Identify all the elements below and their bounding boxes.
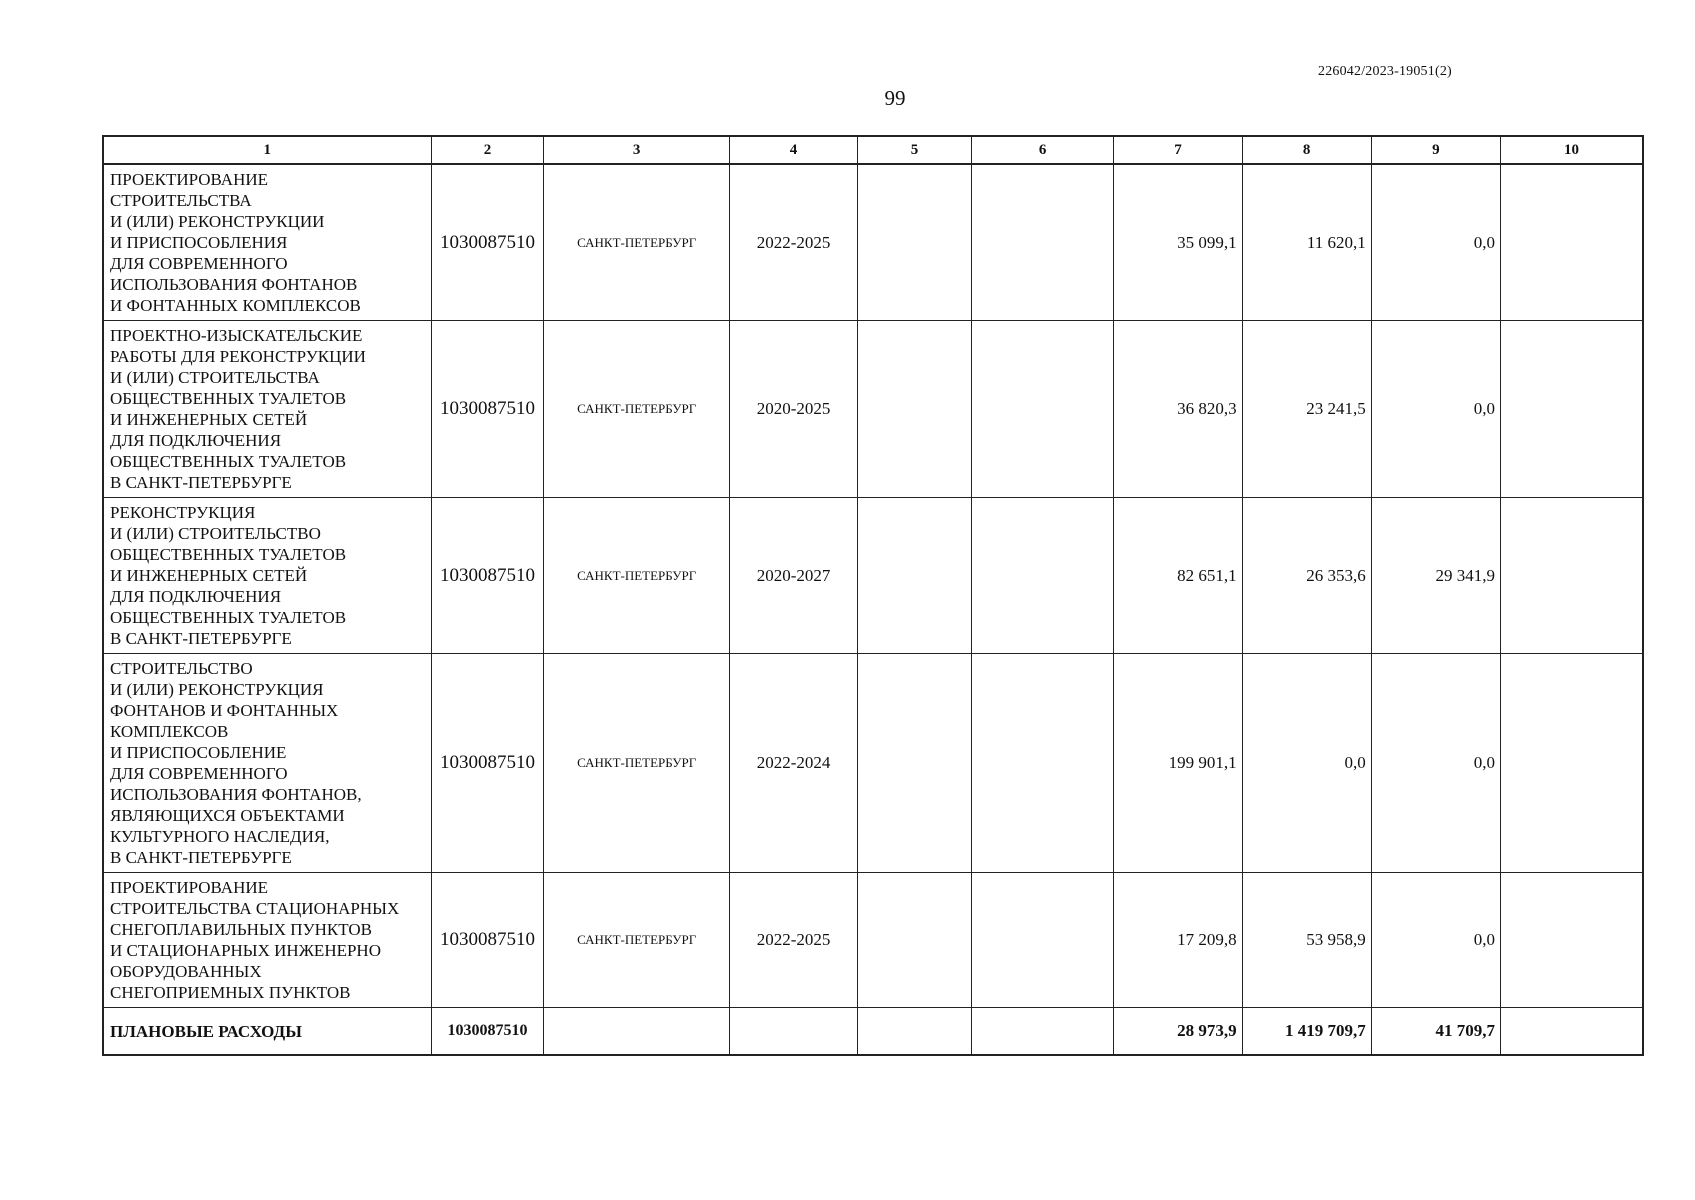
- item-name-line: И ИНЖЕНЕРНЫХ СЕТЕЙ: [110, 410, 308, 429]
- item-name-line: ПРОЕКТИРОВАНИЕ: [110, 170, 269, 189]
- amount: 36 820,3: [1114, 321, 1242, 498]
- amount: 26 353,6: [1242, 498, 1371, 654]
- item-name-line: ИСПОЛЬЗОВАНИЯ ФОНТАНОВ: [110, 275, 358, 294]
- amount: 0,0: [1371, 164, 1500, 321]
- amount: 11 620,1: [1242, 164, 1371, 321]
- period: 2020-2027: [729, 498, 857, 654]
- total-cell: [858, 1008, 972, 1056]
- cell: [971, 873, 1114, 1008]
- item-name-line: ОБОРУДОВАННЫХ: [110, 962, 262, 981]
- cell: [1500, 873, 1643, 1008]
- budget-code: 1030087510: [431, 654, 544, 873]
- location: САНКТ-ПЕТЕРБУРГ: [544, 873, 730, 1008]
- item-name-line: И ИНЖЕНЕРНЫХ СЕТЕЙ: [110, 566, 308, 585]
- cell: [858, 164, 972, 321]
- total-cell: 1 419 709,7: [1242, 1008, 1371, 1056]
- period: 2022-2024: [729, 654, 857, 873]
- amount: 23 241,5: [1242, 321, 1371, 498]
- column-number: 1: [103, 136, 431, 164]
- item-name-line: И ПРИСПОСОБЛЕНИЯ: [110, 233, 288, 252]
- item-name-line: И ПРИСПОСОБЛЕНИЕ: [110, 743, 287, 762]
- item-name-line: И (ИЛИ) СТРОИТЕЛЬСТВО: [110, 524, 321, 543]
- budget-code: 1030087510: [431, 498, 544, 654]
- cell: [1500, 498, 1643, 654]
- cell: [971, 498, 1114, 654]
- item-name-line: ОБЩЕСТВЕННЫХ ТУАЛЕТОВ: [110, 452, 347, 471]
- column-number: 5: [858, 136, 972, 164]
- amount: 29 341,9: [1371, 498, 1500, 654]
- amount: 35 099,1: [1114, 164, 1242, 321]
- amount: 199 901,1: [1114, 654, 1242, 873]
- item-name-line: И (ИЛИ) РЕКОНСТРУКЦИЯ: [110, 680, 324, 699]
- item-name-line: В САНКТ-ПЕТЕРБУРГЕ: [110, 848, 292, 867]
- total-cell: 28 973,9: [1114, 1008, 1242, 1056]
- item-name-line: ЯВЛЯЮЩИХСЯ ОБЪЕКТАМИ: [110, 806, 345, 825]
- item-name-line: СТРОИТЕЛЬСТВО: [110, 659, 253, 678]
- item-name-line: И ФОНТАННЫХ КОМПЛЕКСОВ: [110, 296, 361, 315]
- column-number: 2: [431, 136, 544, 164]
- column-number-row: [103, 136, 1643, 164]
- period: 2020-2025: [729, 321, 857, 498]
- item-name-line: ОБЩЕСТВЕННЫХ ТУАЛЕТОВ: [110, 608, 347, 627]
- cell: [1500, 164, 1643, 321]
- item-name-line: РЕКОНСТРУКЦИЯ: [110, 503, 256, 522]
- expenses-table: [102, 135, 1644, 1056]
- cell: [971, 654, 1114, 873]
- period: 2022-2025: [729, 873, 857, 1008]
- column-number: 9: [1371, 136, 1500, 164]
- item-name-line: ИСПОЛЬЗОВАНИЯ ФОНТАНОВ,: [110, 785, 362, 804]
- item-name-line: И (ИЛИ) РЕКОНСТРУКЦИИ: [110, 212, 325, 231]
- item-name-line: И СТАЦИОНАРНЫХ ИНЖЕНЕРНО: [110, 941, 381, 960]
- item-name-line: ОБЩЕСТВЕННЫХ ТУАЛЕТОВ: [110, 545, 347, 564]
- amount: 0,0: [1371, 654, 1500, 873]
- item-name-line: ПРОЕКТИРОВАНИЕ: [110, 878, 269, 897]
- budget-code: 1030087510: [431, 321, 544, 498]
- column-number: 10: [1500, 136, 1643, 164]
- total-row: [103, 1008, 1643, 1056]
- total-cell: [729, 1008, 857, 1056]
- item-name-line: ФОНТАНОВ И ФОНТАННЫХ: [110, 701, 339, 720]
- item-name-line: ДЛЯ ПОДКЛЮЧЕНИЯ: [110, 431, 282, 450]
- item-name-line: СНЕГОПЛАВИЛЬНЫХ ПУНКТОВ: [110, 920, 373, 939]
- table-row: [103, 873, 1643, 1008]
- table-row: [103, 164, 1643, 321]
- item-name-line: РАБОТЫ ДЛЯ РЕКОНСТРУКЦИИ: [110, 347, 366, 366]
- total-code: 1030087510: [431, 1008, 544, 1056]
- item-name-line: СТРОИТЕЛЬСТВА СТАЦИОНАРНЫХ: [110, 899, 400, 918]
- amount: 0,0: [1371, 321, 1500, 498]
- page-number: 99: [884, 86, 906, 110]
- total-cell: [1500, 1008, 1643, 1056]
- item-name: [103, 164, 431, 321]
- column-number: 4: [729, 136, 857, 164]
- amount: 53 958,9: [1242, 873, 1371, 1008]
- cell: [1500, 321, 1643, 498]
- budget-code: 1030087510: [431, 873, 544, 1008]
- column-number: 7: [1114, 136, 1242, 164]
- amount: 17 209,8: [1114, 873, 1242, 1008]
- table-row: [103, 498, 1643, 654]
- location: САНКТ-ПЕТЕРБУРГ: [544, 164, 730, 321]
- cell: [858, 873, 972, 1008]
- item-name-line: В САНКТ-ПЕТЕРБУРГЕ: [110, 473, 292, 492]
- amount: 0,0: [1242, 654, 1371, 873]
- period: 2022-2025: [729, 164, 857, 321]
- total-cell: [544, 1008, 730, 1056]
- item-name: [103, 321, 431, 498]
- cell: [858, 321, 972, 498]
- item-name-line: КОМПЛЕКСОВ: [110, 722, 229, 741]
- item-name-line: И (ИЛИ) СТРОИТЕЛЬСТВА: [110, 368, 320, 387]
- item-name-line: ДЛЯ ПОДКЛЮЧЕНИЯ: [110, 587, 282, 606]
- item-name: [103, 873, 431, 1008]
- total-label: ПЛАНОВЫЕ РАСХОДЫ: [103, 1008, 431, 1056]
- item-name-line: ДЛЯ СОВРЕМЕННОГО: [110, 254, 288, 273]
- location: САНКТ-ПЕТЕРБУРГ: [544, 498, 730, 654]
- item-name-line: В САНКТ-ПЕТЕРБУРГЕ: [110, 629, 292, 648]
- cell: [858, 654, 972, 873]
- column-number: 8: [1242, 136, 1371, 164]
- item-name: [103, 498, 431, 654]
- location: САНКТ-ПЕТЕРБУРГ: [544, 654, 730, 873]
- item-name-line: СНЕГОПРИЕМНЫХ ПУНКТОВ: [110, 983, 351, 1002]
- total-cell: [971, 1008, 1114, 1056]
- location: САНКТ-ПЕТЕРБУРГ: [544, 321, 730, 498]
- cell: [971, 321, 1114, 498]
- document-id: 226042/2023-19051(2): [1318, 64, 1452, 79]
- amount: 82 651,1: [1114, 498, 1242, 654]
- item-name-line: ДЛЯ СОВРЕМЕННОГО: [110, 764, 288, 783]
- column-number: 6: [971, 136, 1114, 164]
- item-name-line: КУЛЬТУРНОГО НАСЛЕДИЯ,: [110, 827, 330, 846]
- total-cell: 41 709,7: [1371, 1008, 1500, 1056]
- item-name-line: ПРОЕКТНО-ИЗЫСКАТЕЛЬСКИЕ: [110, 326, 363, 345]
- amount: 0,0: [1371, 873, 1500, 1008]
- item-name-line: ОБЩЕСТВЕННЫХ ТУАЛЕТОВ: [110, 389, 347, 408]
- table-row: [103, 654, 1643, 873]
- item-name: [103, 654, 431, 873]
- table-row: [103, 321, 1643, 498]
- column-number: 3: [544, 136, 730, 164]
- cell: [858, 498, 972, 654]
- item-name-line: СТРОИТЕЛЬСТВА: [110, 191, 252, 210]
- cell: [1500, 654, 1643, 873]
- budget-code: 1030087510: [431, 164, 544, 321]
- cell: [971, 164, 1114, 321]
